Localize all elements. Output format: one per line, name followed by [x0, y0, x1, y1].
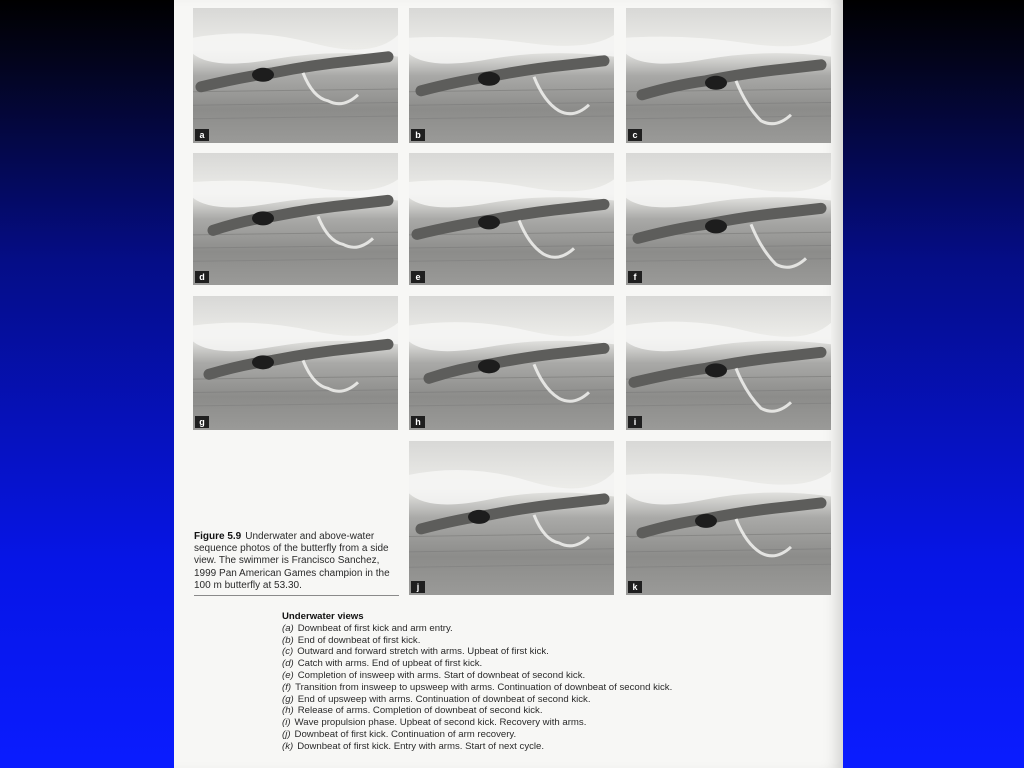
sequence-photo — [626, 296, 831, 430]
view-list-item — [282, 705, 822, 717]
swimmer-photo-image — [409, 8, 614, 143]
photo-label: b — [411, 129, 425, 141]
photo-label: d — [195, 271, 209, 283]
view-item-text: End of downbeat of first kick. — [297, 634, 421, 646]
view-item-key: (e) — [282, 669, 294, 681]
view-item-key: (k) — [282, 740, 294, 752]
view-list-item — [282, 741, 822, 753]
swimmer-photo-image — [626, 441, 831, 595]
photo-label: f — [628, 271, 642, 283]
photo-label: a — [195, 129, 209, 141]
photo-label: i — [628, 416, 642, 428]
view-list-item — [282, 623, 822, 635]
swimmer-photo-image — [409, 441, 614, 595]
swimmer-photo-image — [193, 296, 398, 430]
view-item-text: Outward and forward stretch with arms. Upbeat of first kick. — [297, 646, 549, 658]
photo-label: e — [411, 271, 425, 283]
photo-label: g — [195, 416, 209, 428]
view-list-item — [282, 670, 822, 682]
view-item-key: (i) — [282, 717, 291, 729]
photo-label: c — [628, 129, 642, 141]
view-list-item — [282, 717, 822, 729]
view-list-item — [282, 635, 822, 647]
underwater-views-title: Underwater views — [282, 611, 364, 622]
sequence-photo — [193, 296, 398, 430]
view-item-key: (b) — [282, 634, 294, 646]
photo-label: h — [411, 416, 425, 428]
sequence-photo — [409, 153, 614, 285]
view-item-key: (h) — [282, 705, 294, 717]
view-list-item — [282, 694, 822, 706]
view-item-text: Downbeat of first kick. Continuation of arm recovery. — [294, 728, 517, 740]
swimmer-photo-image — [193, 8, 398, 143]
swimmer-photo-image — [193, 153, 398, 285]
sequence-photo — [626, 441, 831, 595]
view-list-item — [282, 682, 822, 694]
sequence-photo — [409, 296, 614, 430]
view-item-text: Downbeat of first kick and arm entry. — [297, 622, 453, 634]
view-item-key: (g) — [282, 693, 294, 705]
view-item-key: (d) — [282, 658, 294, 670]
view-item-text: Wave propulsion phase. Upbeat of second kick. Recovery with arms. — [294, 717, 587, 729]
swimmer-photo-image — [626, 153, 831, 285]
figure-caption-text: Underwater and above-water sequence photos of the butterfly from a side view. The swimmer is Francisco Sanchez, 1999 Pan American Games champion in the 100 m butterfly at 53.30. — [194, 531, 390, 591]
caption-divider — [194, 595, 399, 596]
view-item-text: Transition from insweep to upsweep with arms. Continuation of downbeat of second kick. — [295, 681, 673, 693]
photo-label: k — [628, 581, 642, 593]
swimmer-photo-image — [626, 8, 831, 143]
view-item-key: (f) — [282, 681, 292, 693]
sequence-photo — [626, 8, 831, 143]
sequence-photo — [626, 153, 831, 285]
view-item-text: Completion of insweep with arms. Start of downbeat of second kick. — [297, 669, 586, 681]
sequence-photo — [409, 8, 614, 143]
view-item-key: (c) — [282, 646, 294, 658]
view-item-key: (a) — [282, 622, 294, 634]
sequence-photo — [193, 153, 398, 285]
swimmer-photo-image — [409, 153, 614, 285]
view-item-text: End of upsweep with arms. Continuation of downbeat of second kick. — [297, 693, 591, 705]
view-item-key: (j) — [282, 728, 291, 740]
view-item-text: Catch with arms. End of upbeat of first kick. — [297, 658, 483, 670]
swimmer-photo-image — [626, 296, 831, 430]
view-item-text: Release of arms. Completion of downbeat of second kick. — [297, 705, 543, 717]
figure-caption — [194, 531, 404, 592]
view-list-item — [282, 729, 822, 741]
photo-label: j — [411, 581, 425, 593]
sequence-photo — [193, 8, 398, 143]
figure-label: Figure 5.9 — [194, 531, 242, 542]
underwater-views-list — [282, 611, 822, 753]
swimmer-photo-image — [409, 296, 614, 430]
book-page — [174, 0, 843, 768]
sequence-photo — [409, 441, 614, 595]
view-list-item — [282, 646, 822, 658]
view-item-text: Downbeat of first kick. Entry with arms. Start of next cycle. — [297, 740, 545, 752]
view-list-item — [282, 658, 822, 670]
